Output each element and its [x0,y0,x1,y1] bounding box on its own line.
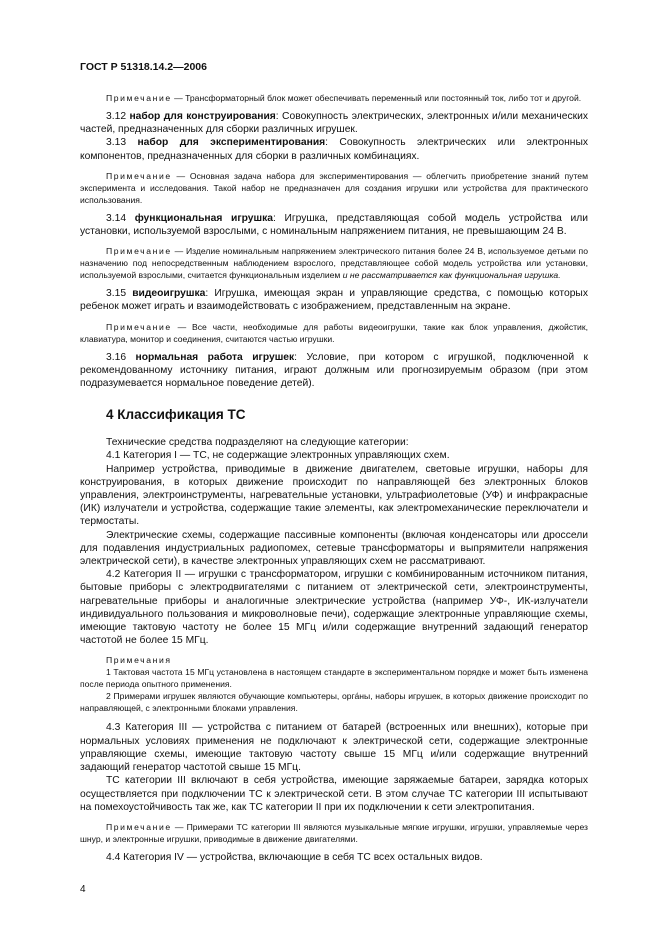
definition-3-12 [80,110,588,136]
term: видеоигрушка [132,288,206,300]
note-item-2: 2 Примерами игрушек являются обучающие компьютеры, орга́ны, наборы игрушек, в которых движение происходит по направляющей, с электронными блоками управления. [80,691,588,714]
note-italic-text: и не рассматривается как функциональная игрушка. [342,270,561,281]
note-text: — Трансформаторный блок может обеспечивать переменный или постоянный ток, либо тот и другой. [171,93,582,103]
note-functional-toy [80,245,588,281]
note-experiment-kit [80,170,588,206]
clause-4-1-examples: Например устройства, приводимые в движение двигателем, световые игрушки, наборы для конструирования, в которых движение происходит по направляющей без электронных блоков управления, электроинструменты, нагревательные установки, ультрафиолетовые (УФ) и инфракрасные (ИК) излучатели и устройства, содержащие такие элементы, как электромеханические переключатели и термостаты. [80,463,588,528]
term: нормальная работа игрушек [135,351,295,363]
clause-4-1: 4.1 Категория I — ТС, не содержащие электронных управляющих схем. [106,450,450,462]
note-category-3 [80,821,588,845]
note-text: — Изделие номинальным напряжением электрического питания более 24 В, используемое детьми по назначению под непосредственным наблюдением взрослого, представляющее собой модель устройства или установки, используемой взрослыми, считается функциональным изделием [80,246,588,281]
note-label: Примечание [106,321,172,332]
page-number: 4 [80,884,86,895]
term: функциональная игрушка [134,212,273,224]
definition-text: : Игрушка, имеющая экран и управляющие средства, с помощью которых ребенок может играть и взаимодействовать с изображением, представленным на экране. [80,288,588,313]
notes-block [80,654,588,714]
definition-3-14 [80,212,588,238]
definition-text: : Игрушка, представляющая собой модель устройства или установки, используемой взрослыми, с номинальным напряжением питания, не превышающим 24 В. [80,212,588,238]
definition-text: : Совокупность электрических или электронных компонентов, предназначенных для сборки в различных комбинациях. [80,137,588,162]
section-intro: Технические средства подразделяют на следующие категории: [106,437,409,449]
page-body [80,92,588,864]
definition-3-13 [80,136,588,162]
definition-text: : Совокупность электрических, электронных и/или механических частей, предназначенных для сборки различных игрушек. [80,111,588,136]
note-text: — Примерами ТС категории III являются музыкальные мягкие игрушки, игрушки, управляемые через шнур, и электронные игрушки, приводимые в движение двигателями. [80,821,588,844]
clause-4-2: 4.2 Категория II — игрушки с трансформатором, игрушки с комбинированным источником питания, бытовые приборы с электродвигателями с питанием от электрической сети, электроинструменты, нагревательные приборы и аналогичные электрические устройства (например УФ-, ИК-излучатели индивидуального пользования и микроволновые печи), содержащие электронные управляющие схемы, имеющие тактовую частоту не более 15 МГц и/или содержащие внутренний задающий генератор частотой не более 15 МГц. [80,569,588,647]
clause-number: 3.14 [106,212,127,224]
clause-4-3: 4.3 Категория III — устройства с питанием от батарей (встроенных или внешних), которые при нормальных условиях применения не подключают к электрической сети, содержащие электронные управляющие схемы, имеющие тактовую частоту свыше 15 МГц и/или содержащие внутренний задающий генератор частотой свыше 15 МГц. [80,722,588,774]
term: набор для конструирования [129,111,276,122]
clause-4-1-electrical: Электрические схемы, содержащие пассивные компоненты (включая конденсаторы или дроссели для подавления индустриальных радиопомех, сетевые трансформаторы и выпрямители напряжения электрической сети), в качестве электронных управляющих схем не рассматривают. [80,529,588,568]
clause-number: 3.13 [106,137,127,149]
note-transformer-block [80,92,588,104]
section-heading: 4 Классификация ТС [106,407,246,423]
page-header: ГОСТ Р 51318.14.2—2006 [80,61,207,73]
clause-number: 3.15 [106,288,127,300]
note-item-1: 1 Тактовая частота 15 МГц установлена в настоящем стандарте в экспериментальном порядке и может быть изменена после периода опытного применения. [80,667,588,690]
term: набор для экспериментирования [137,137,326,149]
note-label: Примечание [106,821,172,832]
notes-label: Примечания [106,655,172,666]
definition-text: : Условие, при котором с игрушкой, подключенной к рекомендованному источнику питания, играют должным или прогнозируемым образом (при этом подразумевается нормальное поведение детей). [80,351,588,390]
clause-number: 3.12 [106,111,127,122]
note-text: — Основная задача набора для экспериментирования — облегчить приобретение знаний путем эксперимента и исследования. Такой набор не предназначен для создания игрушки или устройства для практического использования. [80,170,588,205]
clause-4-4: 4.4 Категория IV — устройства, включающие в себя ТС всех остальных видов. [106,851,483,863]
note-video-toy [80,321,588,345]
clause-number: 3.16 [106,351,127,363]
note-label: Примечание [106,170,172,181]
note-label: Примечание [106,93,172,103]
definition-3-15 [80,287,588,313]
definition-3-16 [80,351,588,391]
note-label: Примечание [106,246,172,257]
clause-4-3-batteries: ТС категории III включают в себя устройства, имеющие заряжаемые батареи, зарядка которых осуществляется при подключении ТС к электрической сети. В этом случае ТС категории III испытывают на помехоустойчивость так же, как ТС категории II при их подключении к сети электропитания. [80,775,588,813]
note-text: — Все части, необходимые для работы видеоигрушки, такие как блок управления, джойстик, клавиатура, монитор и соединения, считаются частью игрушки. [80,321,588,344]
